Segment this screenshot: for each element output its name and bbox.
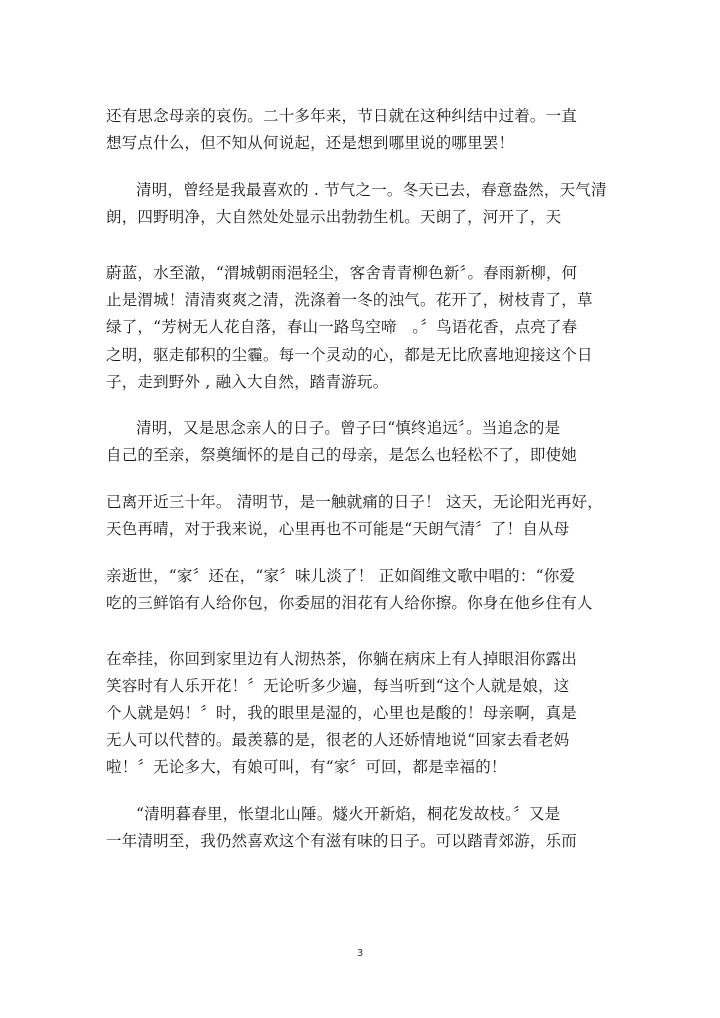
text-line: 还有思念母亲的哀伤。二十多年来，节日就在这种纠结中过着。一直: [106, 107, 578, 125]
paragraph-first-line: 清明，曾经是我最喜欢的 . 节气之一。冬天已去，春意盎然，天气清: [136, 181, 607, 199]
text-line: 一年清明至，我仍然喜欢这个有滋有味的日子。可以踏青郊游，乐而: [106, 832, 578, 850]
text-line: 子，走到野外 , 融入大自然，踏青游玩。: [106, 373, 389, 391]
text-line: 无人可以代替的。最羡慕的是，很老的人还娇情地说“回家去看老妈: [106, 731, 570, 749]
text-line: 之明，驱走郁积的尘霾。每一个灵动的心，都是无比欣喜地迎接这个日: [106, 346, 593, 364]
text-line: 想写点什么，但不知从何说起，还是想到哪里说的哪里罢！: [106, 134, 515, 152]
text-line: 吃的三鲜馅有人给你包，你委屈的泪花有人给你擦。你身在他乡住有人: [106, 594, 593, 612]
text-line: 亲逝世，“家〞还在，“家〞味儿淡了！ 正如阎维文歌中唱的：“你爱: [106, 567, 576, 585]
text-line: 啦！〞无论多大，有娘可叫，有“家〞可回，都是幸福的！: [106, 758, 507, 776]
text-line: 止是渭城！清清爽爽之清，洗涤着一冬的浊气。花开了，树枝青了，草: [106, 291, 593, 309]
text-line: 个人就是妈！〞时，我的眼里是湿的，心里也是酸的！母亲啊，真是: [106, 704, 578, 722]
text-line: 在牵挂，你回到家里边有人沏热茶，你躺在病床上有人掉眼泪你露出: [106, 650, 578, 668]
paragraph-first-line: 清明，又是思念亲人的日子。曾子曰“慎终追远〞。当追念的是: [136, 419, 561, 437]
text-line: 笑容时有人乐开花！〞无论听多少遍，每当听到“这个人就是娘，这: [106, 677, 570, 695]
paragraph-first-line: “清明暮春里，怅望北山陲。燧火开新焰，桐花发故枝。〞又是: [136, 805, 561, 823]
text-line: 已离开近三十年。 清明节，是一触就痛的日子！ 这天，无论阳光再好，: [106, 493, 603, 511]
page-number: 3: [356, 948, 364, 959]
text-line: 绿了，“芳树无人花自落，春山一路鸟空啼 。〞鸟语花香，点亮了春: [106, 318, 578, 336]
text-line: 天色再晴，对于我来说，心里再也不可能是“天朗气清〞了！自从母: [106, 520, 570, 538]
text-line: 自己的至亲，祭奠缅怀的是自己的母亲，是怎么也轻松不了，即使她: [106, 446, 578, 464]
text-line: 朗，四野明净，大自然处处显示出勃勃生机。天朗了，河开了，天: [106, 208, 562, 226]
text-line: 蔚蓝，水至澈，“渭城朝雨浥轻尘，客舍青青柳色新〞。春雨新柳，何: [106, 264, 578, 282]
